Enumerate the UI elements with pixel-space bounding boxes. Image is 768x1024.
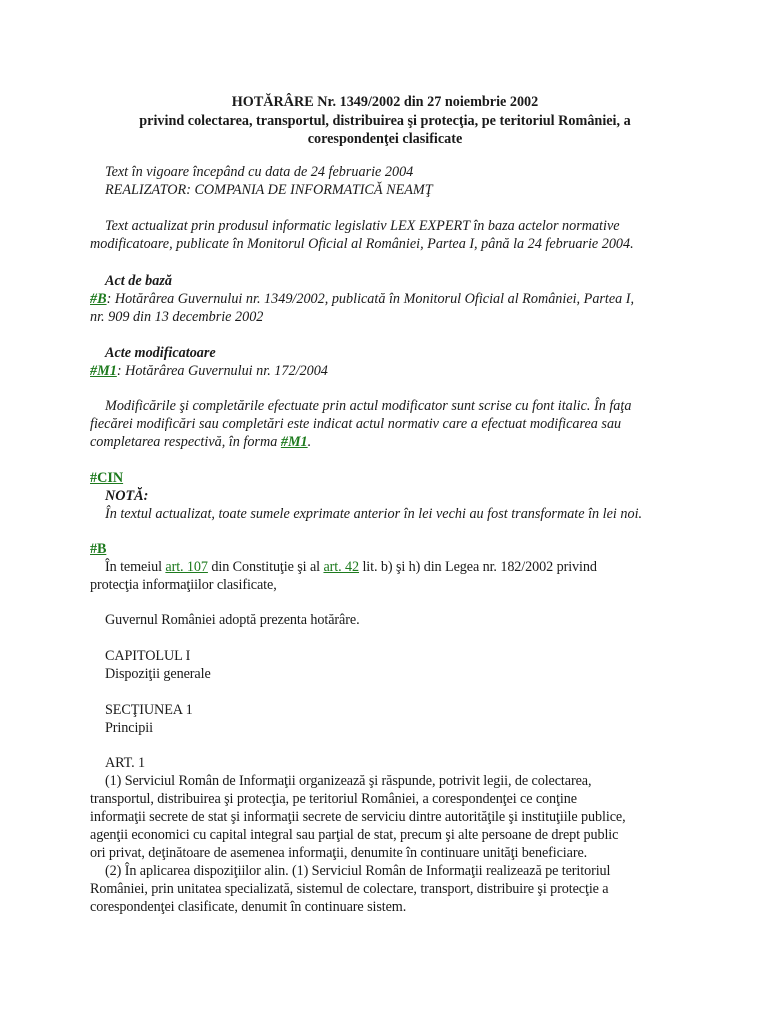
paragraph-line: (2) În aplicarea dispoziţiilor alin. (1) Serviciul Român de Informaţii realizează pe teritoriul	[105, 863, 611, 879]
vigoare-line: Text în vigoare începând cu data de 24 februarie 2004	[105, 164, 414, 180]
sectiune-title: Principii	[105, 720, 153, 736]
temeiul-line	[90, 558, 690, 576]
act-baza-text: : Hotărârea Guvernului nr. 1349/2002, publicată în Monitorul Oficial al României, Partea I,	[106, 291, 635, 307]
acte-mod-text: : Hotărârea Guvernului nr. 172/2004	[116, 363, 328, 379]
paragraph-line: corespondenţei clasificate, denumit în continuare sistem.	[90, 899, 407, 915]
text-line: fiecărei modificări sau completări este indicat actul normativ care a efectuat modificarea sau	[90, 416, 622, 432]
nota-block	[90, 469, 690, 523]
actualizat-paragraph	[90, 217, 690, 253]
title-line: privind colectarea, transportul, distribuirea şi protecţia, pe teritoriul României, a	[139, 112, 631, 129]
art-107-link[interactable]: art. 107	[165, 559, 208, 575]
act-baza-tag-link[interactable]: #B	[90, 291, 107, 307]
text-fragment: din Constituţie şi al	[207, 559, 324, 575]
text-line: modificatoare, publicate în Monitorul Oficial al României, Partea I, până la 24 februarie 2004.	[90, 236, 634, 252]
article-1	[90, 754, 690, 916]
capitol-block	[90, 647, 690, 683]
act-baza-block	[90, 272, 690, 326]
capitol-title: Dispoziţii generale	[105, 666, 211, 682]
acte-mod-line	[90, 362, 690, 380]
sectiune-heading: SECŢIUNEA 1	[105, 702, 193, 718]
paragraph-line: României, prin unitatea specializată, sistemul de colectare, transport, distribuire şi protecţie a	[90, 881, 609, 897]
act-baza-heading: Act de bază	[105, 273, 172, 289]
text-fragment: În temeiul	[105, 559, 166, 575]
paragraph-line: ori privat, deţinătoare de asemenea informaţii, denumite în continuare unităţi beneficiare.	[90, 845, 588, 861]
title-line: corespondenţei clasificate	[307, 131, 463, 147]
guvernul-text: Guvernul României adoptă prezenta hotărâre.	[105, 612, 360, 628]
paragraph-line: agenţii economici cu capital integral sau parţial de stat, precum şi alte persoane de drept public	[90, 827, 619, 843]
temeiul-block	[90, 540, 690, 594]
document-title	[90, 93, 680, 149]
art-42-link[interactable]: art. 42	[323, 559, 360, 575]
m1-tag-link[interactable]: #M1	[280, 434, 308, 450]
act-baza-line	[90, 290, 690, 308]
act-baza-line: nr. 909 din 13 decembrie 2002	[90, 309, 264, 325]
realizator-line: REALIZATOR: COMPANIA DE INFORMATICĂ NEAMŢ	[105, 182, 433, 198]
acte-mod-tag-link[interactable]: #M1	[90, 363, 117, 379]
paragraph-line: informaţii secrete de stat şi informaţii secrete de serviciu dintre autorităţile şi instituţiile publice,	[90, 809, 626, 825]
guvernul-paragraph	[90, 611, 690, 629]
text-line	[90, 433, 690, 451]
text-fragment: .	[307, 434, 312, 450]
text-line: Text actualizat prin produsul informatic legislativ LEX EXPERT în baza actelor normative	[105, 218, 620, 234]
cin-tag-link[interactable]: #CIN	[90, 470, 124, 486]
nota-text: În textul actualizat, toate sumele exprimate anterior în lei vechi au fost transformate în lei noi.	[105, 506, 643, 522]
text-line: Modificările şi completările efectuate prin actul modificator sunt scrise cu font italic. În faţa	[105, 398, 632, 414]
paragraph-line: (1) Serviciul Român de Informaţii organizează şi răspunde, potrivit legii, de colectarea,	[105, 773, 592, 789]
text-fragment: completarea respectivă, în forma	[90, 434, 281, 450]
b-tag-link[interactable]: #B	[90, 541, 107, 557]
text-fragment: lit. b) şi h) din Legea nr. 182/2002 privind	[359, 559, 597, 575]
modificari-paragraph	[90, 397, 690, 451]
title-line: HOTĂRÂRE Nr. 1349/2002 din 27 noiembrie 2002	[231, 94, 539, 110]
capitol-heading: CAPITOLUL I	[105, 648, 191, 664]
vigoare-block	[90, 163, 690, 199]
acte-modificatoare-block	[90, 344, 690, 380]
temeiul-line: protecţia informaţiilor clasificate,	[90, 577, 277, 593]
acte-mod-heading: Acte modificatoare	[105, 345, 216, 361]
article-heading: ART. 1	[105, 755, 146, 771]
nota-heading: NOTĂ:	[105, 488, 149, 504]
sectiune-block	[90, 701, 690, 737]
paragraph-line: transportul, distribuirea şi protecţia, pe teritoriul României, a corespondenţei ce conţine	[90, 791, 577, 807]
